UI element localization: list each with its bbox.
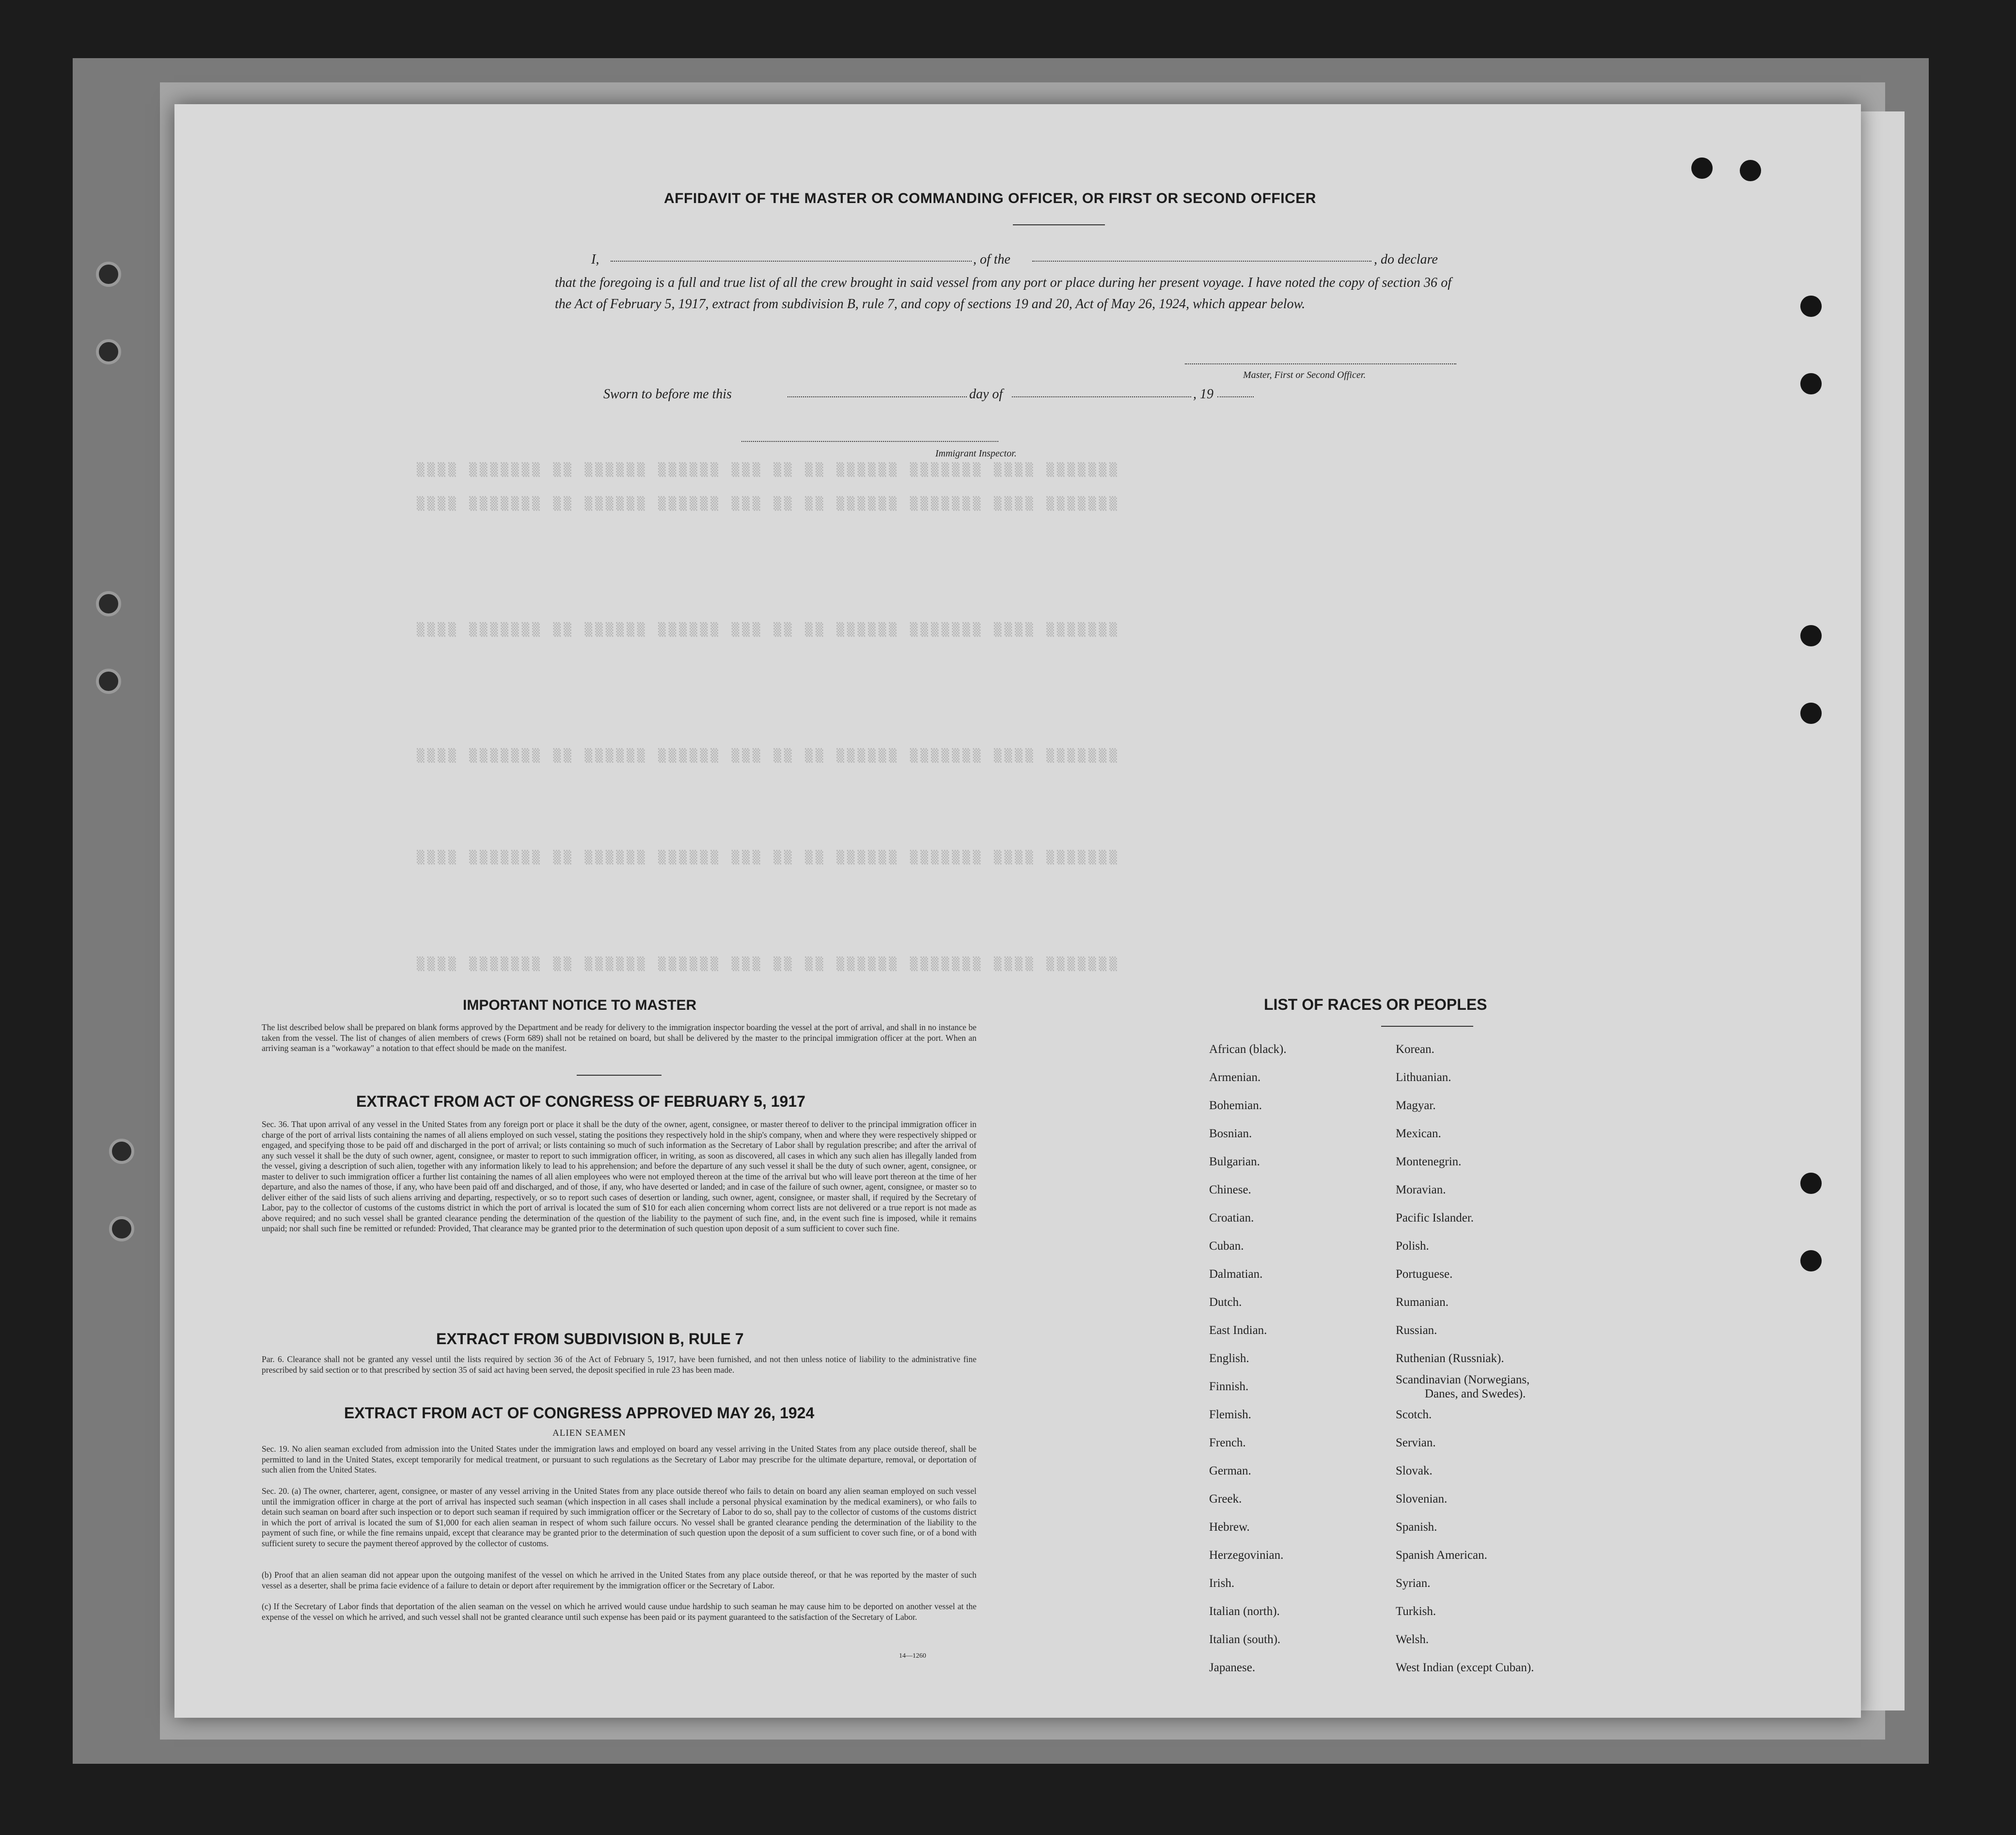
race-item: English.	[1209, 1352, 1249, 1365]
race-item-scandinavian: Scandinavian (Norwegians,	[1396, 1373, 1530, 1386]
notice-body: The list described below shall be prepared on blank forms approved by the Department and be ready for delivery to the immigration inspector boarding the vessel at the port of arrival, and shall in no instance be taken from the vessel. The list of changes of alien members of crews (Form 689) shall not be retained on board, but shall be delivered by the master to the principal immigration officer at the port. When an arriving seaman is a "workaway" a notation to that effect should be made on the manifest.	[262, 1022, 976, 1053]
race-item: Montenegrin.	[1396, 1155, 1462, 1168]
bleed-through-row: ▒▒▒▒ ▒▒▒▒▒▒▒ ▒▒ ▒▒▒▒▒▒ ▒▒▒▒▒▒ ▒▒▒ ▒▒ ▒▒ ▒▒▒▒▒▒ ▒▒▒▒▒▒▒ ▒▒▒▒ ▒▒▒▒▒▒▒	[417, 850, 1120, 865]
bleed-through-row: ▒▒▒▒ ▒▒▒▒▒▒▒ ▒▒ ▒▒▒▒▒▒ ▒▒▒▒▒▒ ▒▒▒ ▒▒ ▒▒ ▒▒▒▒▒▒ ▒▒▒▒▒▒▒ ▒▒▒▒ ▒▒▒▒▒▒▒	[417, 749, 1120, 763]
sworn-day-of: day of	[969, 387, 1003, 402]
race-item: Russian.	[1396, 1324, 1437, 1337]
affidavit-body: that the foregoing is a full and true list of all the crew brought in said vessel from any port or place during her present voyage. I have noted the copy of section 36 of the Act of February 5, 1917, extract from subdivision B, rule 7, and copy of sections 19 and 20, Act of May 26, 1924, which appear below.	[555, 275, 1451, 312]
bleed-through-row: ▒▒▒▒ ▒▒▒▒▒▒▒ ▒▒ ▒▒▒▒▒▒ ▒▒▒▒▒▒ ▒▒▒ ▒▒ ▒▒ ▒▒▒▒▒▒ ▒▒▒▒▒▒▒ ▒▒▒▒ ▒▒▒▒▒▒▒	[417, 497, 1120, 511]
rule7-body: Par. 6. Clearance shall not be granted any vessel until the lists required by section 36 of the Act of February 5, 1917, have been furnished, and not then unless notice of liability to the administrative fine prescribed by said section or to that prescribed by section 35 of said act having been served, the deposit specified in rule 23 has been made.	[262, 1354, 976, 1375]
race-item: Slovenian.	[1396, 1492, 1448, 1506]
race-item: Italian (south).	[1209, 1633, 1281, 1646]
race-item: Syrian.	[1396, 1577, 1431, 1590]
race-item: Armenian.	[1209, 1071, 1261, 1084]
binder-ring	[96, 339, 121, 364]
binder-ring	[96, 669, 121, 694]
race-item: Pacific Islander.	[1396, 1211, 1474, 1224]
race-item: Turkish.	[1396, 1605, 1436, 1618]
race-item: African (black).	[1209, 1043, 1287, 1056]
race-item: Japanese.	[1209, 1661, 1256, 1674]
name-blank	[611, 261, 972, 262]
race-item: Irish.	[1209, 1577, 1235, 1590]
punch-hole	[1800, 296, 1822, 317]
sec20c-body: (c) If the Secretary of Labor finds that deportation of the alien seaman on the vessel on which he arrived would cause undue hardship to such seaman he may cause him to be deported on another vessel at the expense of the vessel on which he arrived, and such vessel shall not be granted clearance until such expense has been paid or its payment guaranteed to the satisfaction of the Secretary of Labor.	[262, 1601, 976, 1622]
race-item: Hebrew.	[1209, 1521, 1250, 1534]
race-item: Dalmatian.	[1209, 1268, 1263, 1281]
race-item: Servian.	[1396, 1436, 1436, 1449]
extract-1924-title: EXTRACT FROM ACT OF CONGRESS APPROVED MAY 26, 1924	[344, 1404, 815, 1422]
race-item: Korean.	[1396, 1043, 1434, 1056]
master-caption: Master, First or Second Officer.	[1243, 370, 1366, 380]
races-title: LIST OF RACES OR PEOPLES	[1264, 996, 1487, 1013]
bleed-through-row: ▒▒▒▒ ▒▒▒▒▒▒▒ ▒▒ ▒▒▒▒▒▒ ▒▒▒▒▒▒ ▒▒▒ ▒▒ ▒▒ ▒▒▒▒▒▒ ▒▒▒▒▒▒▒ ▒▒▒▒ ▒▒▒▒▒▒▒	[417, 463, 1120, 477]
sec19-body: Sec. 19. No alien seaman excluded from admission into the United States under the immigration laws and employed on board any vessel arriving in the United States from any place outside thereof, shall be permitted to land in the United States, except temporarily for medical treatment, or pursuant to such regulations as the Secretary of Labor may prescribe for the ultimate departure, removal, or deportation of such alien from the United States.	[262, 1444, 976, 1474]
race-item: East Indian.	[1209, 1324, 1267, 1337]
race-item: Cuban.	[1209, 1239, 1244, 1253]
race-item: Flemish.	[1209, 1408, 1251, 1421]
extract-1917-body: Sec. 36. That upon arrival of any vessel in the United States from any foreign port or place it shall be the duty of the owner, agent, consignee, or master thereof to deliver to the principal immigration officer in charge of the port of arrival lists containing the names of all aliens employed on such vessel, stating the positions they respectively hold in the ship's company, when and where they were respectively shipped or engaged, and specifying those to be paid off and discharged in the port of arrival; or lists containing so much of such information as the Secretary of Labor shall by regulation prescribe; and after the arrival of any such vessel it shall be the duty of such owner, agent, consignee, or master to report to such immigration officer, in writing, as soon as discovered, all cases in which any such alien has illegally landed from the vessel, giving a description of such alien, together with any information likely to lead to his apprehension; and before the departure of any such vessel it shall be the duty of such owner, agent, consignee, or master to deliver to such immigration officer a further list containing the names of all alien employees who were not employed thereon at the time of the arrival but who will leave port thereon at the time of her departure, and also the names of those, if any, who have been paid off and discharged, and of those, if any, who have deserted or landed; and in case of the failure of such owner, agent, consignee, or master so to deliver either of the said lists of such aliens arriving and departing, respectively, or so to report such cases of desertion or landing, such owner, agent, consignee, or master shall, if required by the Secretary of Labor, pay to the collector of customs of the customs district in which the port of arrival is located the sum of $10 for each alien concerning whom correct lists are not delivered or a true report is not made as above required; and no such vessel shall be granted clearance pending the determination of the question of the liability to the payment of such fine, and, in the event such fine is imposed, while it remains unpaid; nor shall such fine be remitted or refunded: Provided, That clearance may be granted prior to the determination of such question upon deposit of a sum sufficient to cover such fine.	[262, 1119, 976, 1233]
race-item: Slovak.	[1396, 1464, 1433, 1477]
notice-title: IMPORTANT NOTICE TO MASTER	[463, 997, 697, 1013]
punch-hole	[1691, 157, 1713, 179]
race-item-scandinavian-cont: Danes, and Swedes).	[1425, 1387, 1526, 1400]
race-item: Italian (north).	[1209, 1605, 1280, 1618]
affidavit-i: I,	[591, 252, 599, 267]
sworn-year-blank	[1217, 396, 1254, 397]
sworn-day-blank	[788, 396, 967, 397]
race-item: Dutch.	[1209, 1296, 1242, 1309]
race-item: Greek.	[1209, 1492, 1242, 1506]
race-item: Welsh.	[1396, 1633, 1429, 1646]
alien-seamen-subtitle: ALIEN SEAMEN	[552, 1428, 626, 1438]
race-item: German.	[1209, 1464, 1251, 1477]
race-item: Bulgarian.	[1209, 1155, 1260, 1168]
race-item: Bosnian.	[1209, 1127, 1252, 1140]
binder-ring	[109, 1139, 134, 1164]
races-rule	[1381, 1026, 1473, 1027]
race-item: Croatian.	[1209, 1211, 1254, 1224]
punch-hole	[1800, 1250, 1822, 1271]
race-item: Scotch.	[1396, 1408, 1432, 1421]
race-item: Spanish.	[1396, 1521, 1437, 1534]
race-item: French.	[1209, 1436, 1246, 1449]
race-item: Portuguese.	[1396, 1268, 1453, 1281]
race-item: Ruthenian (Russniak).	[1396, 1352, 1504, 1365]
race-item: Chinese.	[1209, 1183, 1251, 1196]
races-right-column	[1396, 1035, 1534, 1682]
race-item: Spanish American.	[1396, 1549, 1487, 1562]
vessel-blank	[1032, 261, 1371, 262]
inspector-caption: Immigrant Inspector.	[935, 448, 1017, 459]
race-item: Moravian.	[1396, 1183, 1446, 1196]
affidavit-page	[174, 104, 1861, 1718]
race-item: Bohemian.	[1209, 1099, 1262, 1112]
sworn-month-blank	[1012, 396, 1191, 397]
form-number: 14—1260	[899, 1652, 926, 1660]
master-signature-line	[1185, 363, 1456, 364]
extract-1917-title: EXTRACT FROM ACT OF CONGRESS OF FEBRUARY 5, 1917	[356, 1093, 805, 1110]
punch-hole	[1800, 625, 1822, 646]
sec20b-body: (b) Proof that an alien seaman did not appear upon the outgoing manifest of the vessel on which he arrived in the United States from any place outside thereof, or that he was reported by the master of such vessel as a deserter, shall be prima facie evidence of a failure to detain or deport after requirement by the immigration officer or the Secretary of Labor.	[262, 1570, 976, 1590]
race-item: Magyar.	[1396, 1099, 1436, 1112]
notice-rule	[577, 1075, 662, 1076]
race-item: West Indian (except Cuban).	[1396, 1661, 1534, 1674]
bleed-through-row: ▒▒▒▒ ▒▒▒▒▒▒▒ ▒▒ ▒▒▒▒▒▒ ▒▒▒▒▒▒ ▒▒▒ ▒▒ ▒▒ ▒▒▒▒▒▒ ▒▒▒▒▒▒▒ ▒▒▒▒ ▒▒▒▒▒▒▒	[417, 623, 1120, 637]
sworn-text: Sworn to before me this	[603, 387, 732, 402]
race-item: Mexican.	[1396, 1127, 1441, 1140]
sworn-year: , 19	[1193, 387, 1213, 402]
rule7-title: EXTRACT FROM SUBDIVISION B, RULE 7	[436, 1330, 744, 1348]
races-left-column	[1209, 1035, 1287, 1682]
race-item: Finnish.	[1209, 1380, 1249, 1393]
bleed-through-row: ▒▒▒▒ ▒▒▒▒▒▒▒ ▒▒ ▒▒▒▒▒▒ ▒▒▒▒▒▒ ▒▒▒ ▒▒ ▒▒ ▒▒▒▒▒▒ ▒▒▒▒▒▒▒ ▒▒▒▒ ▒▒▒▒▒▒▒	[417, 957, 1120, 972]
affidavit-declare: , do declare	[1374, 252, 1438, 267]
title-rule	[1013, 224, 1105, 225]
binder-ring	[96, 262, 121, 287]
inspector-signature-line	[741, 441, 998, 442]
punch-hole	[1800, 703, 1822, 724]
punch-hole	[1740, 160, 1761, 181]
punch-hole	[1800, 373, 1822, 394]
race-item: Herzegovinian.	[1209, 1549, 1284, 1562]
binder-ring	[96, 591, 121, 616]
race-item: Polish.	[1396, 1239, 1429, 1253]
affidavit-of-the: , of the	[973, 252, 1010, 267]
sec20a-body: Sec. 20. (a) The owner, charterer, agent, consignee, or master of any vessel arriving in the United States from any place outside thereof who fails to detain on board any alien seaman employed on such vessel until the immigration officer in charge at the port of arrival has inspected such seaman (which inspection in all cases shall include a personal physical examination by the medical examiners), or who fails to detain such seaman on board after such inspection or to deport such seaman if required by such immigration officer or the Secretary of Labor to do so, shall pay to the collector of customs of the customs district in which the port of arrival is located the sum of $1,000 for each alien seaman in respect of whom such failure occurs. No vessel shall be granted clearance pending the determination of the liability to the payment of such fine, or while the fine remains unpaid, except that clearance may be granted prior to the determination of such question upon the deposit of a sum sufficient to cover such fine, or of a bond with sufficient surety to secure the payment thereof approved by the collector of customs.	[262, 1486, 976, 1548]
punch-hole	[1800, 1173, 1822, 1194]
race-item: Rumanian.	[1396, 1296, 1449, 1309]
affidavit-title: AFFIDAVIT OF THE MASTER OR COMMANDING OFFICER, OR FIRST OR SECOND OFFICER	[664, 190, 1316, 206]
race-item: Lithuanian.	[1396, 1071, 1451, 1084]
race-item	[1396, 1373, 1534, 1401]
binder-ring	[109, 1216, 134, 1241]
